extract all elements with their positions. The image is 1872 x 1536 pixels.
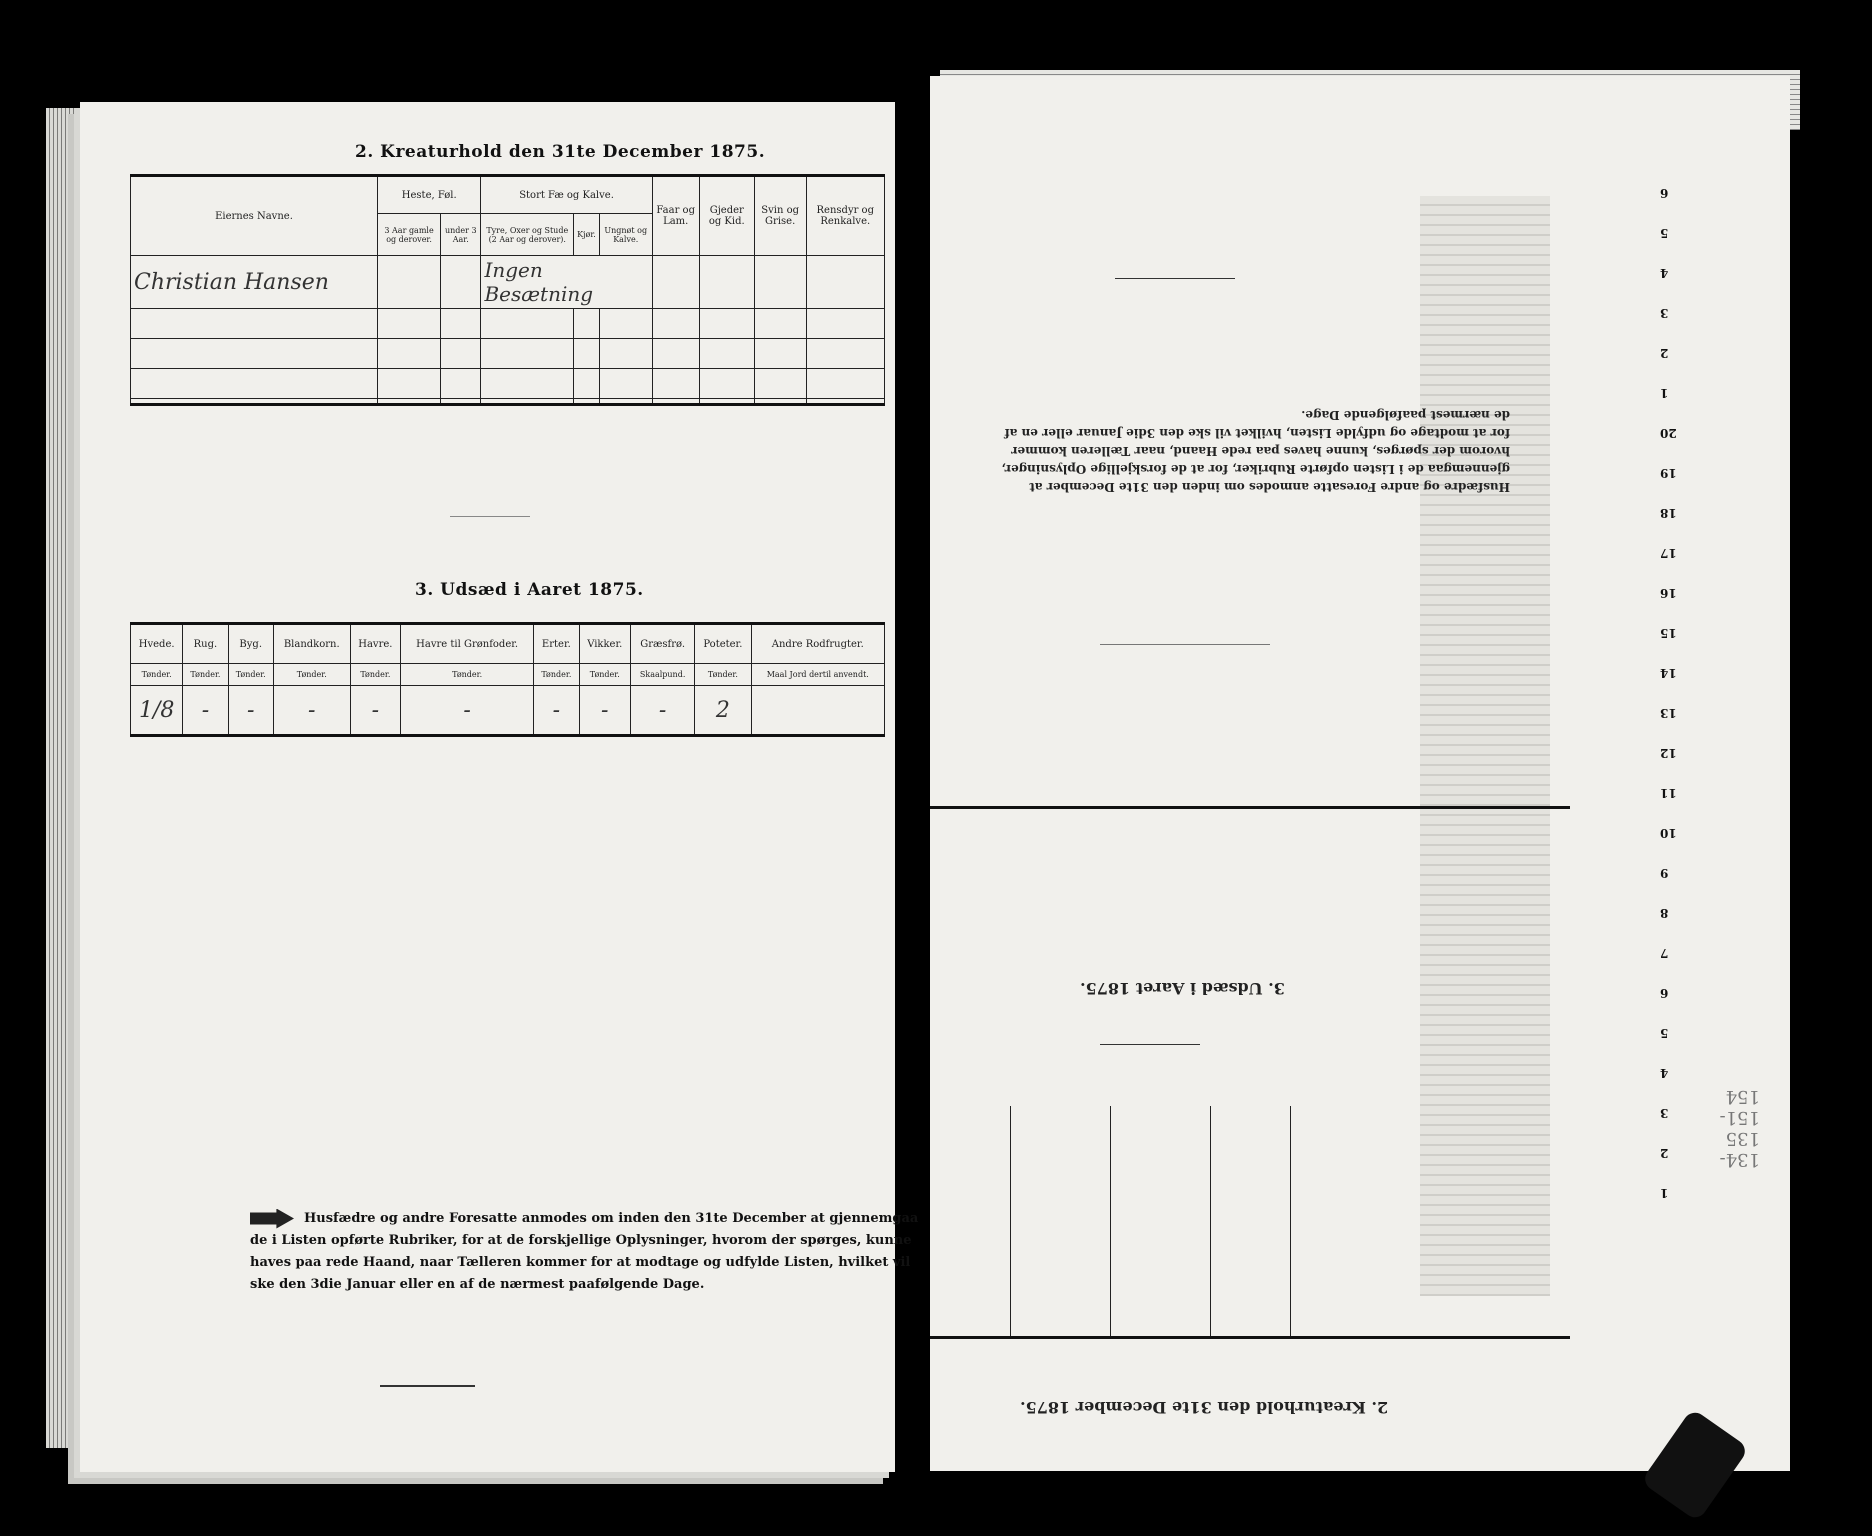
mirrored-notice [990,406,1510,496]
section3-title: 3. Udsæd i Aaret 1875. [415,580,644,600]
col-sheep: Faar og Lam. [652,176,699,256]
pointing-hand-icon [250,1209,294,1229]
page-stack-edge [46,108,78,1448]
sowing-header-cell: Blandkorn. [273,624,350,664]
margin-number: 2 [1660,1146,1669,1160]
sowing-unit-cell: Skaalpund. [631,664,695,686]
owner-name: Christian Hansen [131,256,378,309]
col-owner-names: Eiernes Navne. [131,176,378,256]
sowing-header-cell: Poteter. [695,624,751,664]
left-page [80,102,919,1472]
margin-number: 1 [1660,386,1669,400]
mirrored-livestock-table [930,1106,1570,1339]
divider-rule [1100,1044,1200,1045]
sowing-header-cell: Vikker. [579,624,631,664]
sowing-header-cell: Rug. [183,624,228,664]
col-cattle-cows: Kjør. [574,214,600,256]
margin-number: 20 [1660,426,1677,440]
sowing-header-cell: Erter. [534,624,579,664]
sowing-unit-cell: Tønder. [695,664,751,686]
divider-rule [1100,644,1270,645]
sowing-value-cell: - [228,686,273,736]
sowing-value-cell: - [273,686,350,736]
sowing-values-row [131,686,885,736]
margin-number: 6 [1660,986,1669,1000]
sowing-value-cell: - [579,686,631,736]
margin-number: 18 [1660,506,1677,520]
margin-number: 3 [1660,306,1669,320]
sowing-unit-cell: Tønder. [350,664,400,686]
margin-number: 9 [1660,866,1669,880]
margin-number: 16 [1660,586,1677,600]
sowing-value-cell: - [534,686,579,736]
mirrored-section3-title: 3. Udsæd i Aaret 1875. [1080,979,1285,998]
col-pigs: Svin og Grise. [754,176,806,256]
col-horses-adult: 3 Aar gamle og derover. [378,214,441,256]
margin-number: 4 [1660,1066,1669,1080]
margin-number: 2 [1660,346,1669,360]
sowing-unit-cell: Tønder. [534,664,579,686]
divider-rule [450,516,530,517]
instructions-notice [250,1208,935,1296]
margin-number: 8 [1660,906,1669,920]
sowing-header-cell: Byg. [228,624,273,664]
mirrored-section2-title: 2. Kreaturhold den 31te December 1875. [1020,1398,1389,1417]
sowing-value-cell: - [183,686,228,736]
table-row [131,339,885,369]
sowing-unit-cell: Tønder. [183,664,228,686]
table-row [131,309,885,339]
margin-number: 15 [1660,626,1677,640]
margin-number: 17 [1660,546,1677,560]
margin-number: 5 [1660,1026,1669,1040]
divider-rule [1115,278,1235,279]
sowing-header-cell: Andre Rodfrugter. [751,624,884,664]
margin-number: 6 [1660,186,1669,200]
margin-number: 3 [1660,1106,1669,1120]
sowing-value-cell: - [350,686,400,736]
sowing-header-cell: Havre til Grønfoder. [401,624,534,664]
col-goats: Gjeder og Kid. [699,176,754,256]
sowing-unit-cell: Tønder. [228,664,273,686]
livestock-note: Ingen Besætning [481,256,652,309]
col-reindeer: Rensdyr og Renkalve. [806,176,884,256]
sowing-unit-cell: Tønder. [579,664,631,686]
col-horses-young: under 3 Aar. [441,214,481,256]
sowing-header-cell: Hvede. [131,624,183,664]
col-cattle-bulls: Tyre, Oxer og Stude (2 Aar og derover). [481,214,574,256]
livestock-table [130,174,885,406]
pencil-note: 134-135 151-154 [1719,1086,1760,1170]
margin-number: 7 [1660,946,1669,960]
sowing-value-cell: 1/8 [131,686,183,736]
sowing-unit-cell: Maal Jord dertil anvendt. [751,664,884,686]
right-page [930,76,1790,1471]
sowing-header-cell: Græsfrø. [631,624,695,664]
col-cattle-calves: Ungnøt og Kalve. [599,214,652,256]
mirrored-notice-text: Husfædre og andre Foresatte anmodes om inden den 31te December at gjennemgaa de i Listen opførte Rubriker, for at de forskjellige Oplysninger, hvorom der spørges, kunne haves paa rede Haand, naar Tælleren kommer for at modtage og udfylde Listen, hvilket vil ske den 3die Januar eller en af de nærmest paafølgende Dage. [1001,408,1510,494]
sowing-value-cell: 2 [695,686,751,736]
table-row [131,369,885,399]
margin-number: 10 [1660,826,1677,840]
instructions-text: Husfædre og andre Foresatte anmodes om inden den 31te December at gjennemgaa de i Listen opførte Rubriker, for at de forskjellige Oplysninger, hvorom der spørges, kunne haves paa rede Haand, naar Tælleren kommer for at modtage og udfylde Listen, hvilket vil ske den 3die Januar eller en af de nærmest paafølgende Dage. [250,1211,919,1292]
sowing-units-row [131,664,885,686]
sowing-table [130,622,885,737]
sowing-header-row [131,624,885,664]
sowing-header-cell: Havre. [350,624,400,664]
col-horses: Heste, Føl. [378,176,481,214]
margin-number: 12 [1660,746,1677,760]
margin-numbers [1660,186,1680,1246]
table-row [131,399,885,405]
margin-number: 14 [1660,666,1677,680]
sowing-unit-cell: Tønder. [131,664,183,686]
sowing-value-cell [751,686,884,736]
margin-number: 4 [1660,266,1669,280]
margin-number: 19 [1660,466,1677,480]
margin-number: 11 [1660,786,1677,800]
table-row [131,256,885,309]
margin-number: 5 [1660,226,1669,240]
sowing-value-cell: - [631,686,695,736]
sowing-value-cell: - [401,686,534,736]
section2-title: 2. Kreaturhold den 31te December 1875. [355,142,766,162]
col-cattle: Stort Fæ og Kalve. [481,176,652,214]
mirrored-sowing-table [930,806,1570,998]
sowing-unit-cell: Tønder. [401,664,534,686]
margin-number: 1 [1660,1186,1669,1200]
sowing-unit-cell: Tønder. [273,664,350,686]
divider-rule [380,1385,475,1387]
margin-number: 13 [1660,706,1677,720]
